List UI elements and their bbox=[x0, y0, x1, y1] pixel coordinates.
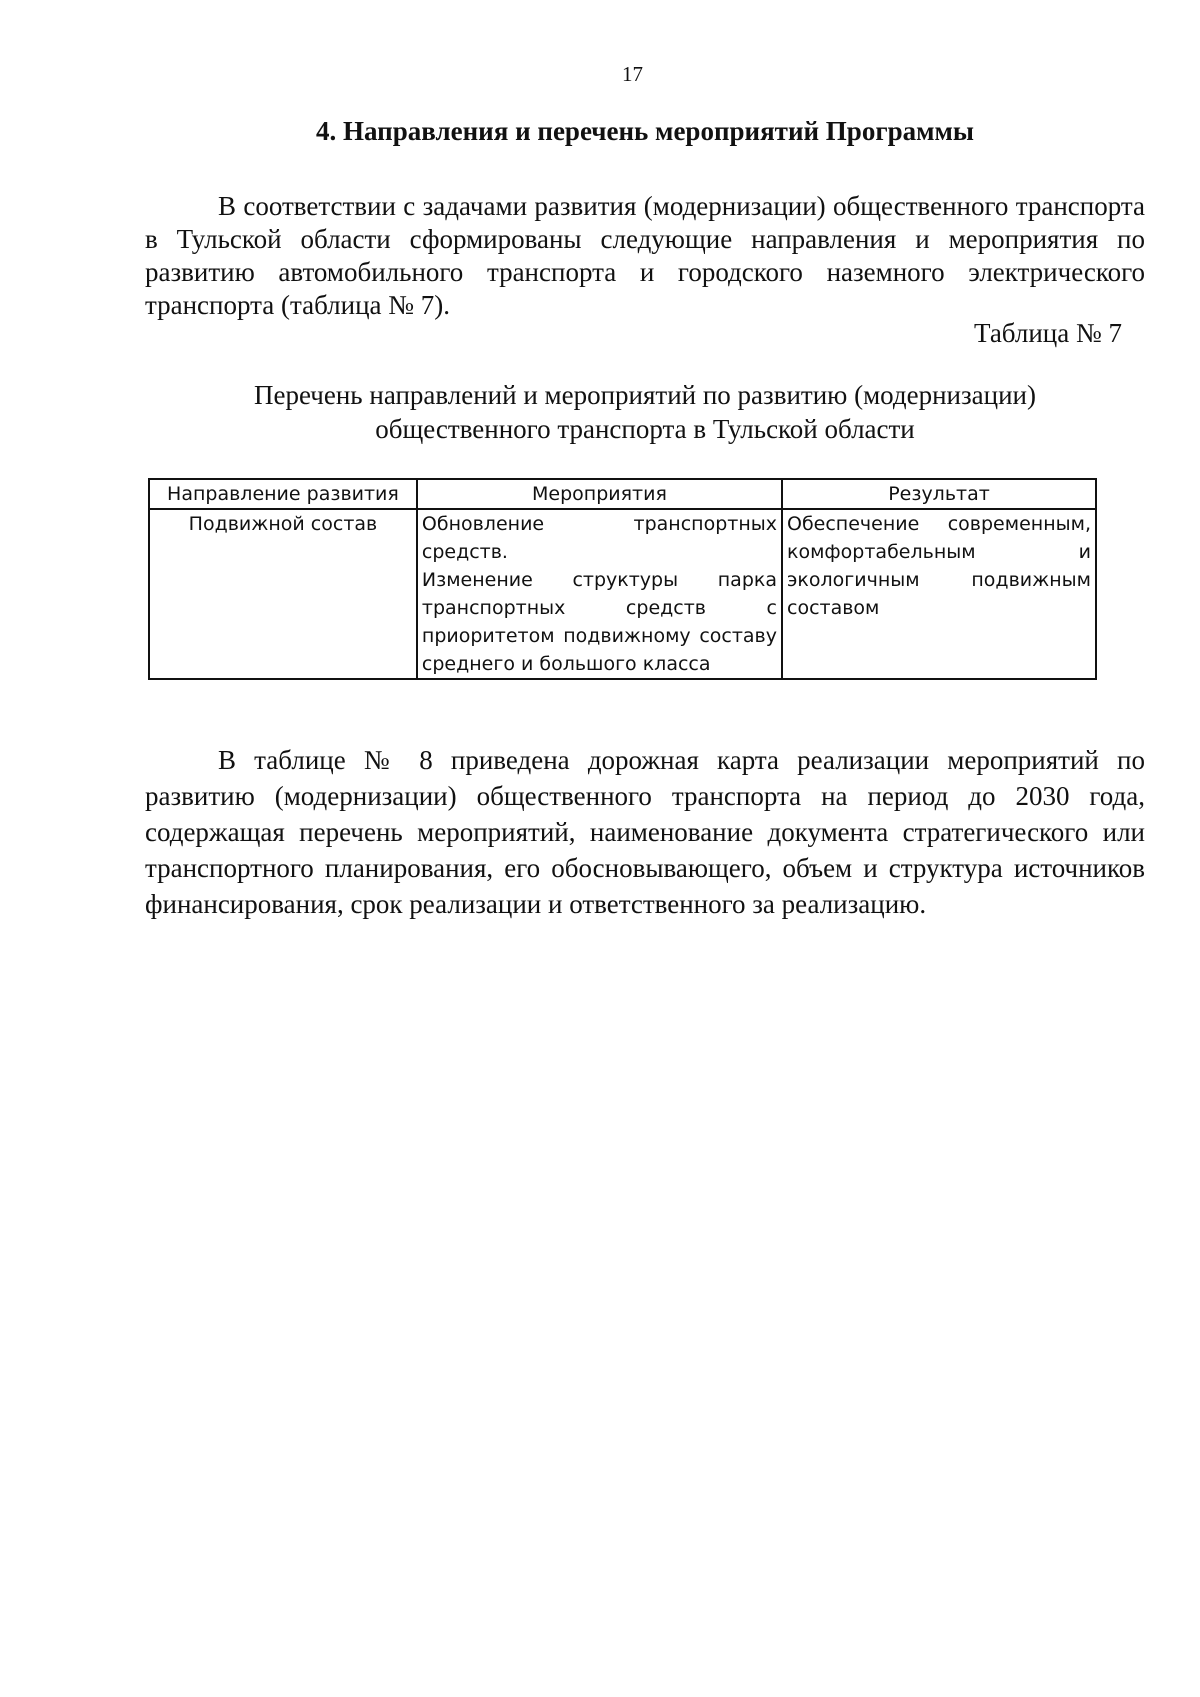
table-caption-line-1: Перечень направлений и мероприятий по развитию (модернизации) bbox=[254, 380, 1036, 410]
table-caption-line-2: общественного транспорта в Тульской области bbox=[375, 414, 915, 444]
page-number: 17 bbox=[622, 62, 643, 86]
header-result: Результат bbox=[782, 479, 1096, 509]
section-heading: 4. Направления и перечень мероприятий Программы bbox=[316, 116, 974, 146]
table-header-row bbox=[149, 479, 1096, 509]
cell-result: Обеспечение современным, комфортабельным и экологичным подвижным составом bbox=[782, 509, 1096, 679]
header-measures: Мероприятия bbox=[417, 479, 782, 509]
table-label: Таблица № 7 bbox=[974, 318, 1122, 348]
table-caption bbox=[145, 378, 1145, 446]
measure-item: Обновление транспортных средств. bbox=[421, 513, 777, 563]
cell-measures bbox=[417, 509, 782, 679]
directions-table bbox=[148, 478, 1097, 680]
table-row bbox=[149, 509, 1096, 679]
cell-direction: Подвижной состав bbox=[149, 509, 417, 679]
closing-paragraph: В таблице № 8 приведена дорожная карта реализации мероприятий по развитию (модернизации) общественного транспорта на период до 2030 года, содержащая перечень мероприятий, наименование документа стратегического или транспортного планирования, его обосновывающего, объем и структура источников финансирования, срок реализации и ответственного за реализацию. bbox=[145, 745, 1145, 919]
measure-item: Изменение структуры парка транспортных средств с приоритетом подвижному составу среднего и большого класса bbox=[421, 569, 777, 675]
intro-paragraph: В соответствии с задачами развития (модернизации) общественного транспорта в Тульской области сформированы следующие направления и мероприятия по развитию автомобильного транспорта и городского наземного электрического транспорта (таблица № 7). bbox=[145, 191, 1145, 320]
header-direction: Направление развития bbox=[149, 479, 417, 509]
